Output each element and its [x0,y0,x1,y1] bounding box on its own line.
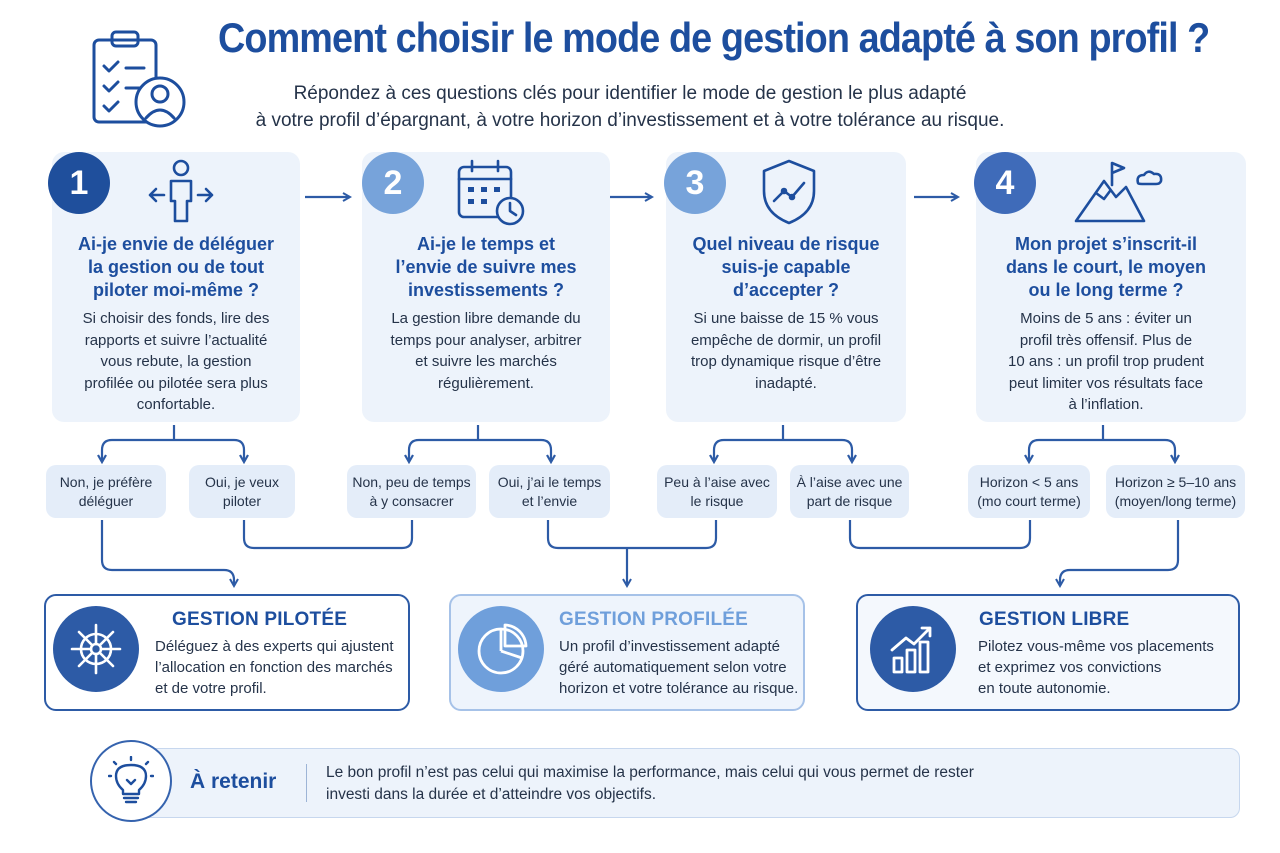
clipboard-profile-icon [88,28,190,130]
takeaway-text: Le bon profil n’est pas celui qui maximise la performance, mais celui qui vous permet de rester investi dans la durée et d’atteindre vos objectifs. [326,764,974,803]
page-title: Comment choisir le mode de gestion adapté à son profil ? [218,14,1210,61]
option-a-laise[interactable]: À l’aise avec une part de risque [790,465,909,518]
result-description: Pilotez vous-même vos placements et exprimez vos convictions en toute autonomie. [978,638,1214,697]
step-2-description: La gestion libre demande du temps pour analyser, arbitrer et suivre les marchés régulièrement. [390,310,582,392]
option-deleguer[interactable]: Non, je préfère déléguer [46,465,166,518]
step-4-question: Mon projet s’inscrit-il dans le court, le moyen ou le long terme ? [1005,234,1207,300]
result-title: GESTION PROFILÉE [559,609,748,630]
shield-chart-icon [754,157,824,227]
option-peu-de-temps[interactable]: Non, peu de temps à y consacrer [347,465,476,518]
step-3-question: Quel niveau de risque suis-je capable d’accepter ? [692,234,880,300]
growth-chart-icon [870,606,956,692]
step-number-3: 3 [664,152,726,214]
pie-chart-icon [458,606,544,692]
lightbulb-icon [90,740,172,822]
takeaway-divider [306,764,307,802]
step-number-1: 1 [48,152,110,214]
result-description: Déléguez à des experts qui ajustent l’allocation en fonction des marchés et de votre profil. [155,638,394,697]
option-horizon-long[interactable]: Horizon ≥ 5–10 ans (moyen/long terme) [1106,465,1245,518]
option-temps-et-envie[interactable]: Oui, j’ai le temps et l’envie [489,465,610,518]
option-piloter[interactable]: Oui, je veux piloter [189,465,295,518]
mountain-flag-icon [1074,157,1164,227]
result-title: GESTION LIBRE [979,609,1130,630]
option-horizon-court[interactable]: Horizon < 5 ans (mo court terme) [968,465,1090,518]
ship-wheel-icon [53,606,139,692]
calendar-clock-icon [456,157,526,227]
result-title: GESTION PILOTÉE [172,609,348,630]
takeaway-title: À retenir [190,770,277,793]
step-1-question: Ai-je envie de déléguer la gestion ou de tout piloter moi-même ? [77,234,275,300]
step-3-description: Si une baisse de 15 % vous empêche de dormir, un profil trop dynamique risque d’être inadapté. [690,310,882,392]
result-description: Un profil d’investissement adapté géré automatiquement selon votre horizon et votre tolérance au risque. [559,638,799,697]
step-number-4: 4 [974,152,1036,214]
page-subtitle: Répondez à ces questions clés pour identifier le mode de gestion le plus adapté à votre profil d’épargnant, à votre horizon d’investissement et à votre tolérance au risque. [255,83,1005,131]
step-number-2: 2 [362,152,424,214]
option-peu-a-laise[interactable]: Peu à l’aise avec le risque [657,465,777,518]
person-choice-icon [146,157,216,227]
step-1-description: Si choisir des fonds, lire des rapports et suivre l’actualité vous rebute, la gestion profilée ou pilotée sera plus confortable. [82,310,270,413]
step-2-question: Ai-je le temps et l’envie de suivre mes investissements ? [395,234,577,300]
step-4-description: Moins de 5 ans : éviter un profil très offensif. Plus de 10 ans : un profil trop prudent peut limiter vos résultats face à l’inflation. [1008,310,1204,413]
